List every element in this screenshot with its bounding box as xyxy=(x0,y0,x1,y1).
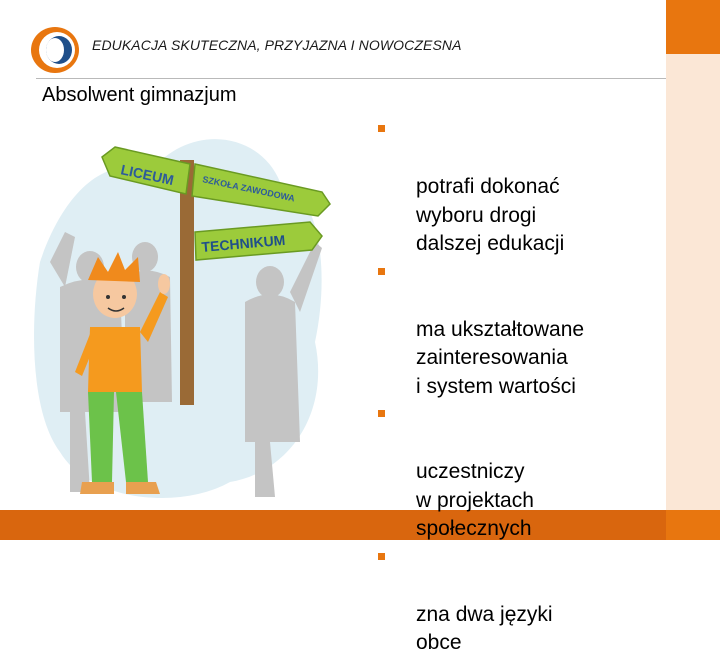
header-title: EDUKACJA SKUTECZNA, PRZYJAZNA I NOWOCZESNA xyxy=(92,37,462,53)
list-item xyxy=(378,401,658,544)
right-top-accent-block xyxy=(666,0,720,54)
sign-technikum: TECHNIKUM xyxy=(200,231,286,255)
bullet-text: zna dwa języki obce xyxy=(416,602,553,654)
list-item xyxy=(378,544,658,658)
bullet-square-icon xyxy=(378,268,385,275)
signpost-illustration xyxy=(30,112,330,510)
bullet-text: potrafi dokonać wyboru drogi dalszej edukacji xyxy=(416,175,565,255)
slide-title: Absolwent gimnazjum xyxy=(42,84,237,106)
bottom-right-accent-block xyxy=(666,510,720,540)
sign-liceum: LICEUM xyxy=(119,161,176,189)
bullet-text: ma ukształtowane zainteresowania i system wartości xyxy=(416,317,585,398)
list-item xyxy=(378,259,658,402)
bullet-square-icon xyxy=(378,125,385,132)
bullet-text: uczestniczy w projektach społecznych xyxy=(416,460,534,540)
bullet-square-icon xyxy=(378,553,385,560)
sign-szkola-zawodowa: SZKOŁA ZAWODOWA xyxy=(201,174,296,204)
logo-icon xyxy=(28,24,82,76)
right-side-panel xyxy=(666,0,720,540)
bullet-square-icon xyxy=(378,410,385,417)
header-divider xyxy=(36,78,666,79)
list-item xyxy=(378,116,658,259)
bullet-list xyxy=(378,116,658,658)
